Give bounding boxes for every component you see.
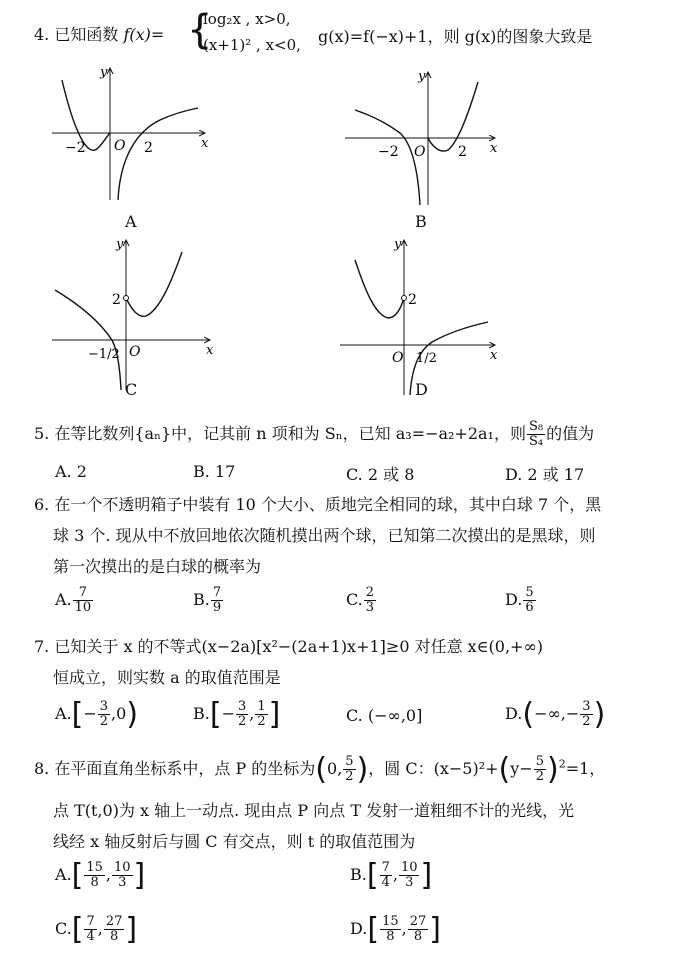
- q4-case1: log₂x , x>0,: [203, 10, 291, 28]
- q8-l1d: =1，: [565, 759, 606, 778]
- q8-l1a: 8. 在平面直角坐标系中，点 P 的坐标为: [34, 759, 316, 778]
- q7-option-a[interactable]: [55, 697, 138, 732]
- q7-d-num: 3: [582, 699, 591, 714]
- q7-line1: 7. 已知关于 x 的不等式(x−2a)[x²−(2a+1)x+1]≥0 对任意 x∈(0,+∞): [34, 637, 544, 656]
- q8-a-d2: 3: [118, 875, 127, 890]
- q7-a-num: 3: [99, 699, 109, 714]
- q8-d-lbracket: [: [367, 912, 380, 947]
- q8-a-n1: 15: [86, 860, 103, 875]
- q8-d-frac2: [408, 915, 429, 944]
- q7-b-den1: 2: [237, 714, 247, 729]
- graph-b-tick-2: 2: [458, 144, 467, 160]
- q8-d-letter: D.: [350, 919, 368, 938]
- q7-d-den: 2: [582, 714, 591, 729]
- q7-b-lbracket: [: [209, 697, 222, 732]
- q8-c-d2: 8: [109, 929, 119, 944]
- q6-b-den: 9: [212, 600, 222, 615]
- graph-c-curve-right: [126, 252, 182, 316]
- graph-a-y-label: y: [100, 65, 108, 80]
- graph-d-label: D: [415, 380, 428, 399]
- q8-p-num: 5: [345, 754, 354, 769]
- q8-d-n1: 15: [382, 914, 399, 929]
- q5-stem: [34, 420, 594, 449]
- q7-d-letter: D.: [505, 704, 523, 723]
- q4-graphs: [0, 60, 693, 405]
- q7-b-num2: 1: [257, 699, 266, 714]
- q7-a-lbracket: [: [71, 697, 84, 732]
- q5-frac-num: S₈: [528, 419, 544, 434]
- q8-c-frac2: [104, 915, 125, 944]
- q8-b-lbracket: [: [366, 858, 379, 893]
- q6-d-letter: D.: [505, 590, 523, 609]
- q8-d-rbracket: ]: [429, 912, 441, 947]
- graph-d-tick-2: 2: [408, 292, 417, 308]
- q8-c-num: 5: [535, 754, 544, 769]
- q4-stem: [34, 22, 164, 45]
- q8-line1: 8. 在平面直角坐标系中，点 P 的坐标为(0, $\frac{5}{2}$ )，圆 C：(x−5)²+(y− $\frac{5}{2}$ )$^2$=1，: [34, 752, 606, 787]
- q8-p-den: 2: [345, 769, 354, 784]
- graph-b-y-label: y: [418, 69, 426, 84]
- graph-a-tick-2: 2: [144, 140, 153, 156]
- q8-a-frac2: [112, 861, 133, 890]
- graph-a-x-label: x: [201, 136, 209, 151]
- graph-c-x-label: x: [206, 343, 214, 358]
- graph-a-origin: O: [114, 138, 126, 154]
- q8-a-rbracket: ]: [133, 858, 146, 893]
- q8-c-rbracket: ]: [125, 912, 138, 947]
- graph-d-curve-left: [355, 260, 404, 318]
- graph-c-tick-neg-half: −1/2: [88, 347, 120, 362]
- graph-b-x-label: x: [490, 141, 498, 156]
- q8-option-d[interactable]: D.[ $\frac{15}{8}$ , $\frac{27}{8}$ ]: [350, 912, 441, 947]
- q8-c-letter: C.: [55, 919, 72, 938]
- q7-a-rbracket: ): [126, 697, 139, 732]
- q8-b-n2: 10: [400, 860, 418, 875]
- q6-c-letter: C.: [346, 590, 363, 609]
- graph-a-label: A: [125, 212, 137, 231]
- q6-c-num: 2: [365, 585, 375, 600]
- q8-p-frac: [343, 755, 355, 784]
- graph-a-curve-right: [118, 108, 198, 200]
- q8-c-n2: 27: [105, 914, 123, 929]
- q5-fraction: [527, 420, 545, 449]
- q7-a-frac: [98, 700, 110, 729]
- q5-option-c[interactable]: C. 2 或 8: [346, 465, 415, 484]
- q6-a-frac: [73, 586, 94, 615]
- graph-b: [345, 69, 498, 205]
- q7-d-pre: −∞,−: [534, 704, 580, 723]
- q8-line3: 线经 x 轴反射后与圆 C 有交点，则 t 的取值范围为: [53, 832, 416, 851]
- q7-option-b[interactable]: B.[− $\frac{3}{2}$ , $\frac{1}{2}$ ]: [193, 697, 281, 732]
- q8-l1p: 0,: [327, 759, 343, 778]
- q7-b-den2: 2: [257, 714, 266, 729]
- q4-case2: (x+1)² , x<0,: [203, 36, 301, 54]
- q8-c-lbracket: [: [71, 912, 84, 947]
- q7-d-rbracket: ): [593, 697, 606, 732]
- q8-c-frac: [534, 755, 546, 784]
- q8-d-n2: 27: [409, 914, 427, 929]
- q6-b-num: 7: [212, 585, 222, 600]
- graph-b-curve-right: [428, 82, 478, 151]
- q8-c-n1: 7: [86, 914, 95, 929]
- q6-a-letter: A.: [55, 590, 72, 609]
- q6-b-frac: [211, 586, 223, 615]
- q6-option-b[interactable]: [193, 586, 224, 615]
- q8-option-c[interactable]: C.[ $\frac{7}{4}$ , $\frac{27}{8}$ ]: [55, 912, 138, 947]
- q6-option-d[interactable]: [505, 586, 537, 615]
- q7-a-pre: −: [83, 704, 97, 723]
- q6-line2: 球 3 个. 现从中不放回地依次随机摸出两个球，已知第二次摸出的是黑球，则: [53, 526, 596, 545]
- q7-b-frac2: [255, 700, 267, 729]
- graph-a: [52, 65, 209, 200]
- graph-c-tick-2: 2: [112, 292, 121, 308]
- q8-a-n2: 10: [114, 860, 131, 875]
- graph-d-y-label: y: [394, 237, 402, 252]
- graph-c-y-label: y: [116, 237, 124, 252]
- q8-rparen-c: ): [546, 752, 559, 787]
- q6-line1: 6. 在一个不透明箱子中装有 10 个大小、质地完全相同的球，其中白球 7 个，黑: [34, 495, 602, 514]
- q7-d-frac: [580, 700, 592, 729]
- q8-a-letter: A.: [55, 865, 72, 884]
- graph-b-origin: O: [414, 144, 426, 160]
- q8-b-d1: 4: [381, 875, 390, 890]
- q8-lparen-p: (: [315, 752, 328, 787]
- q8-a-frac1: [84, 861, 105, 890]
- graph-d-origin: O: [392, 350, 404, 366]
- graph-b-tick-neg2: −2: [378, 144, 399, 160]
- q8-option-b[interactable]: B.[ $\frac{7}{4}$ , $\frac{10}{3}$ ]: [350, 858, 433, 893]
- q7-a-den: 2: [99, 714, 109, 729]
- q4-prefix: 4. 已知函数: [34, 25, 119, 44]
- q8-b-n1: 7: [381, 860, 390, 875]
- q8-b-letter: B.: [350, 865, 367, 884]
- graph-d: [340, 237, 498, 395]
- q8-b-frac1: [380, 861, 392, 890]
- q7-a-letter: A.: [55, 704, 72, 723]
- graph-a-tick-neg2: −2: [65, 140, 86, 156]
- q6-option-a[interactable]: [55, 586, 94, 615]
- q6-c-frac: [364, 586, 376, 615]
- q7-option-d[interactable]: [505, 697, 605, 732]
- q6-d-den: 6: [525, 600, 534, 615]
- q6-c-den: 3: [365, 600, 375, 615]
- q6-d-frac: [523, 586, 535, 615]
- q8-d-d1: 8: [386, 929, 395, 944]
- q6-line3: 第一次摸出的是白球的概率为: [53, 557, 262, 576]
- q8-c-d1: 4: [86, 929, 95, 944]
- q8-c-den: 2: [535, 769, 544, 784]
- q8-rparen-p: ): [356, 752, 369, 787]
- q6-b-letter: B.: [193, 590, 210, 609]
- graph-c: [52, 237, 214, 390]
- q8-b-d2: 3: [405, 875, 414, 890]
- q5-stem-end: 的值为: [546, 424, 595, 443]
- q4-fx: f(x)=: [123, 25, 165, 44]
- graph-c-origin: O: [129, 344, 141, 360]
- q5-option-a[interactable]: A. 2: [55, 462, 87, 481]
- q7-b-num1: 3: [237, 699, 247, 714]
- q8-a-lbracket: [: [71, 858, 84, 893]
- q5-frac-den: S₄: [528, 434, 544, 449]
- q8-d-frac1: [380, 915, 401, 944]
- graph-d-x-label: x: [490, 348, 498, 363]
- q7-a-post: ,0: [111, 704, 127, 723]
- q7-line2: 恒成立，则实数 a 的取值范围是: [53, 668, 281, 687]
- graph-c-open-point: [124, 296, 129, 301]
- q4-brace: {: [187, 7, 213, 53]
- q8-d-d2: 8: [413, 929, 423, 944]
- q5-option-d[interactable]: D. 2 或 17: [505, 465, 585, 484]
- q7-option-c[interactable]: C. (−∞,0]: [346, 706, 423, 725]
- q7-d-lbracket: (: [522, 697, 535, 732]
- q8-l1c: y−: [510, 759, 533, 778]
- q6-a-num: 7: [73, 586, 94, 601]
- q8-line2: 点 T(t,0)为 x 轴上一动点. 现由点 P 向点 T 发射一道粗细不计的光线，光: [53, 801, 575, 820]
- graph-d-tick-half: 1/2: [416, 351, 437, 366]
- q5-stem-text: 5. 在等比数列{aₙ}中，记其前 n 项和为 Sₙ，已知 a₃=−a₂+2a₁，则: [34, 424, 526, 443]
- q7-b-frac1: [236, 700, 248, 729]
- q8-option-a[interactable]: A.[ $\frac{15}{8}$ , $\frac{10}{3}$ ]: [55, 858, 146, 893]
- q8-lparen-c: (: [498, 752, 511, 787]
- q7-b-rbracket: ]: [268, 697, 281, 732]
- q6-option-c[interactable]: [346, 586, 377, 615]
- q5-option-b[interactable]: B. 17: [193, 462, 236, 481]
- graph-d-open-point: [402, 296, 407, 301]
- q8-b-frac2: [399, 861, 420, 890]
- q7-b-letter: B.: [193, 704, 210, 723]
- q7-b-pre: −: [221, 704, 235, 723]
- q8-c-frac1: [84, 915, 96, 944]
- graph-c-label: C: [125, 380, 138, 399]
- graph-b-label: B: [415, 212, 427, 231]
- q8-l1b: ，圆 C：(x−5)²+: [368, 759, 499, 778]
- q8-a-d1: 8: [90, 875, 99, 890]
- q6-d-num: 5: [525, 585, 534, 600]
- q8-b-rbracket: ]: [420, 858, 433, 893]
- q6-a-den: 10: [74, 600, 92, 615]
- q4-suffix: g(x)=f(−x)+1，则 g(x)的图象大致是: [318, 27, 593, 46]
